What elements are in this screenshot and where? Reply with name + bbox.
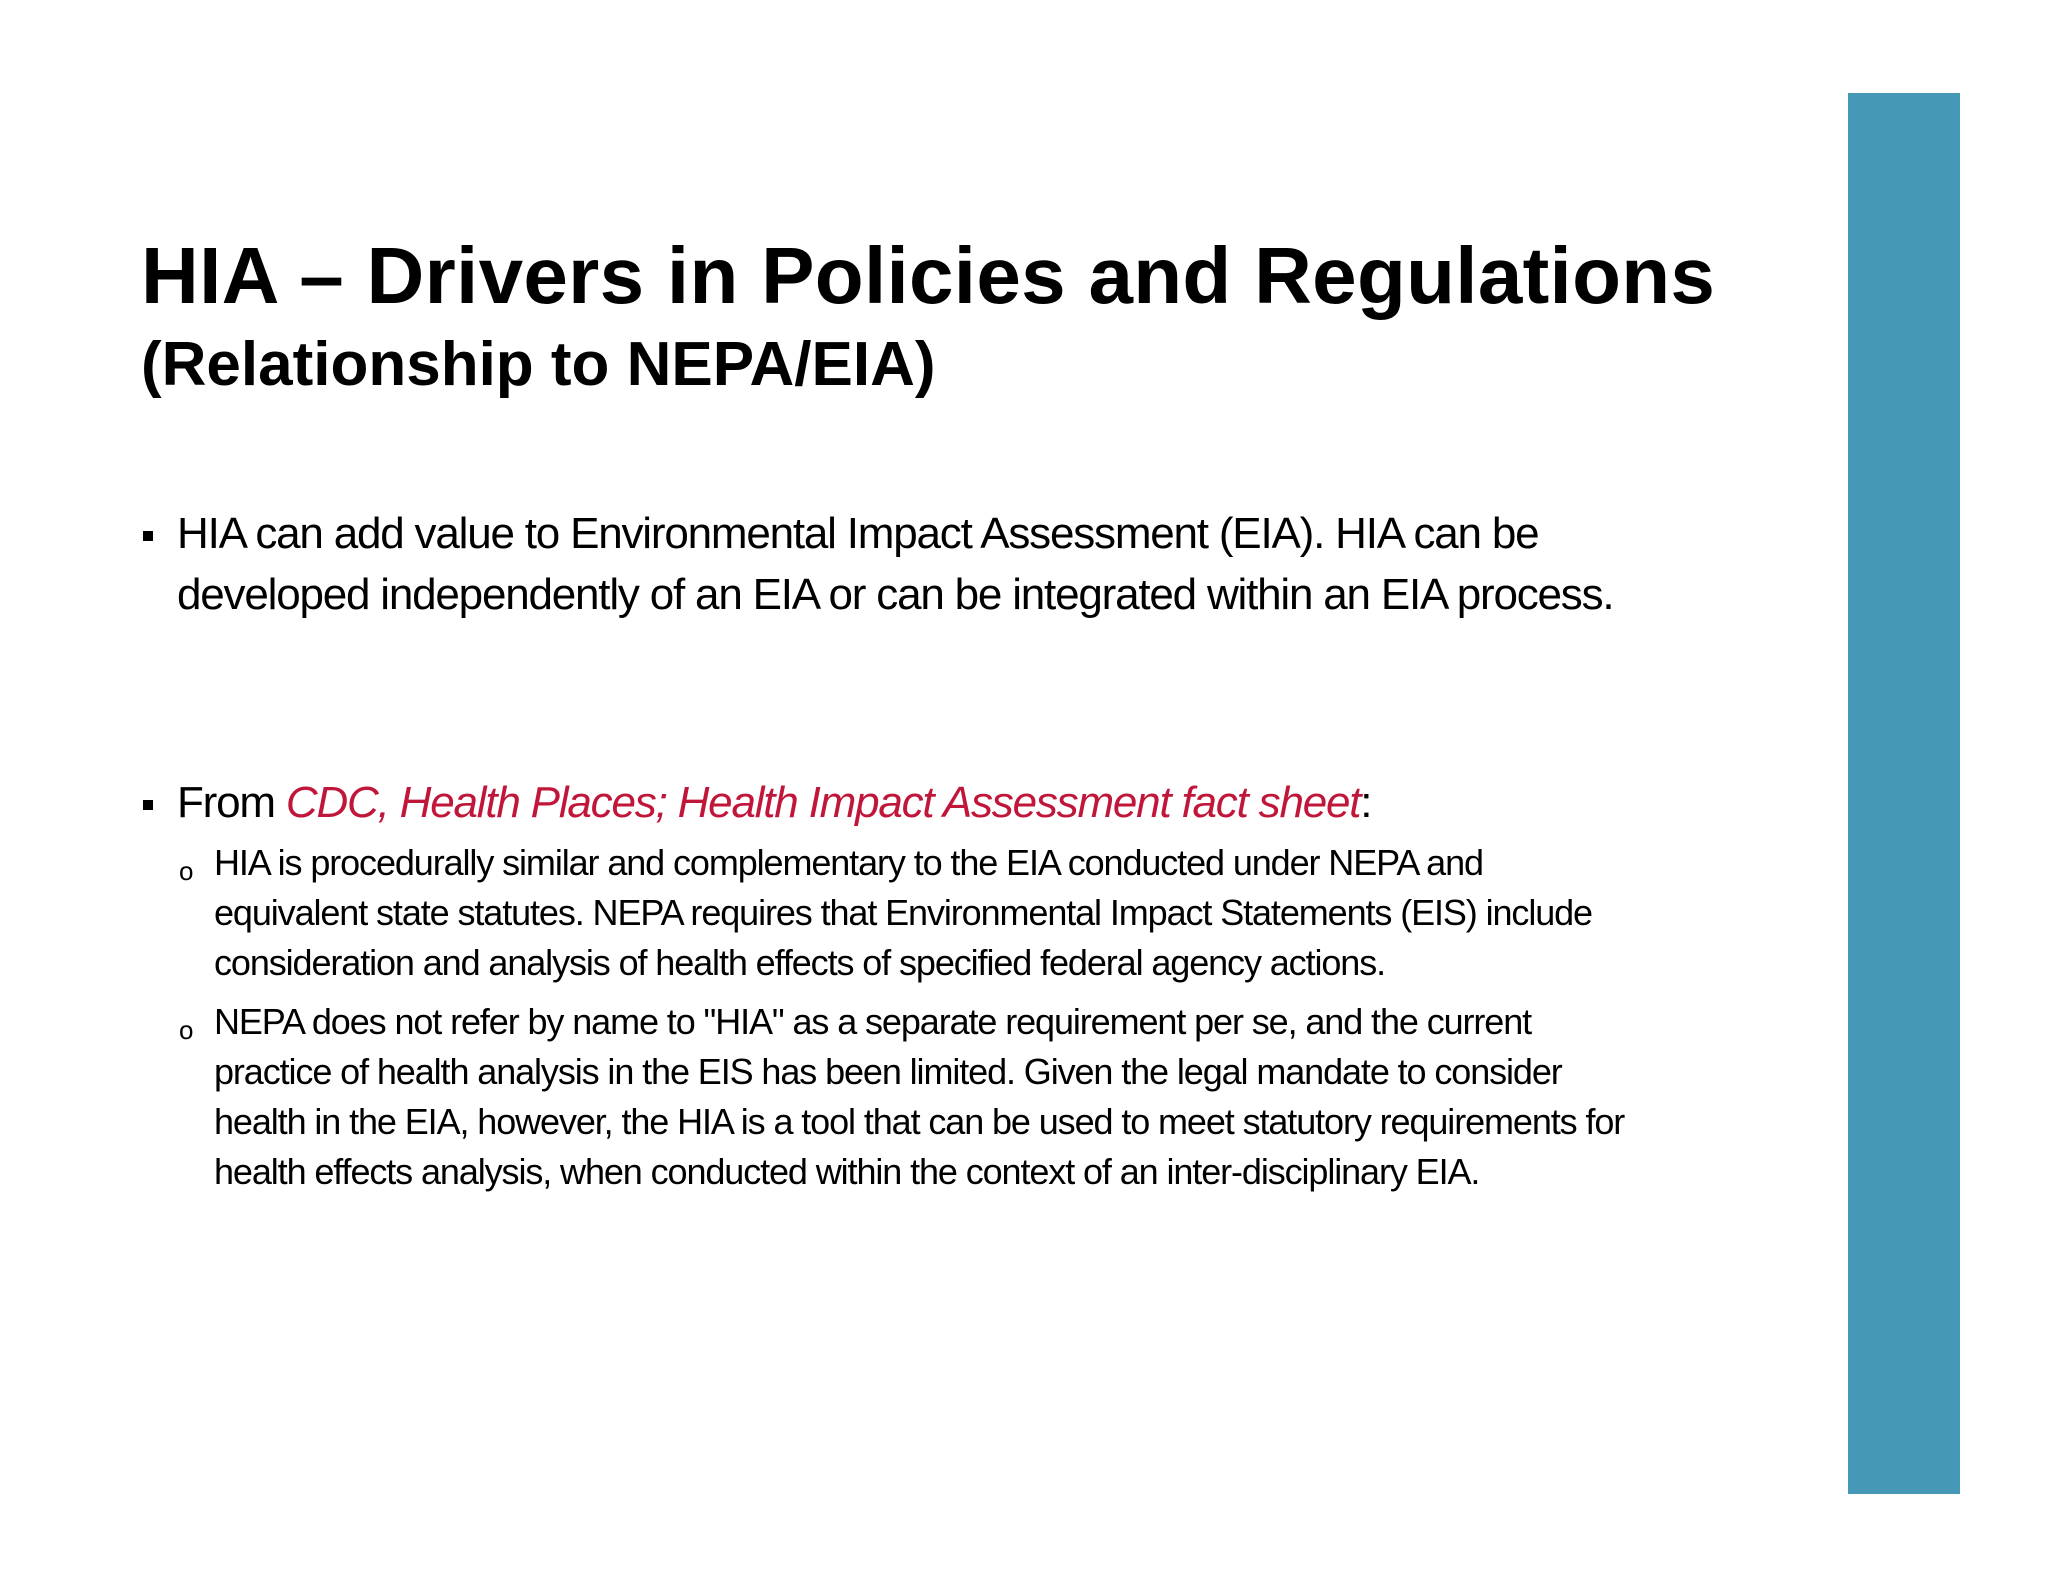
- slide-subtitle: (Relationship to NEPA/EIA): [141, 330, 936, 399]
- bullet-text: HIA can add value to Environmental Impact Assessment (EIA). HIA can be developed independently of an EIA or can be integrated within an EIA process.: [177, 509, 1614, 619]
- accent-bar: [1848, 93, 1960, 1494]
- square-bullet-icon: [143, 531, 153, 541]
- sub-bullet-item: [179, 838, 1639, 988]
- sub-bullet-text: HIA is procedurally similar and complementary to the EIA conducted under NEPA and equivalent state statutes. NEPA requires that Environmental Impact Statements (EIS) include consideration and analysis of health effects of specified federal agency actions.: [214, 842, 1592, 983]
- sub-bullet-item: [179, 997, 1639, 1197]
- circle-bullet-icon: o: [179, 856, 194, 886]
- bullet-prefix: From: [177, 778, 286, 827]
- source-citation: CDC, Health Places; Health Impact Assessment fact sheet: [285, 778, 1361, 827]
- slide-title: HIA – Drivers in Policies and Regulations: [141, 231, 1716, 320]
- bullet-item: [141, 772, 1621, 833]
- sub-bullet-text: NEPA does not refer by name to "HIA" as a separate requirement per se, and the current practice of health analysis in the EIS has been limited. Given the legal mandate to consider health in the EIA, however, the HIA is a tool that can be used to meet statutory requirements for health effects analysis, when conducted within the context of an inter-disciplinary EIA.: [214, 1001, 1625, 1192]
- circle-bullet-icon: o: [179, 1015, 194, 1045]
- bullet-suffix: :: [1360, 778, 1372, 827]
- square-bullet-icon: [143, 800, 153, 810]
- bullet-text: [177, 772, 1621, 833]
- bullet-item: [141, 503, 1621, 625]
